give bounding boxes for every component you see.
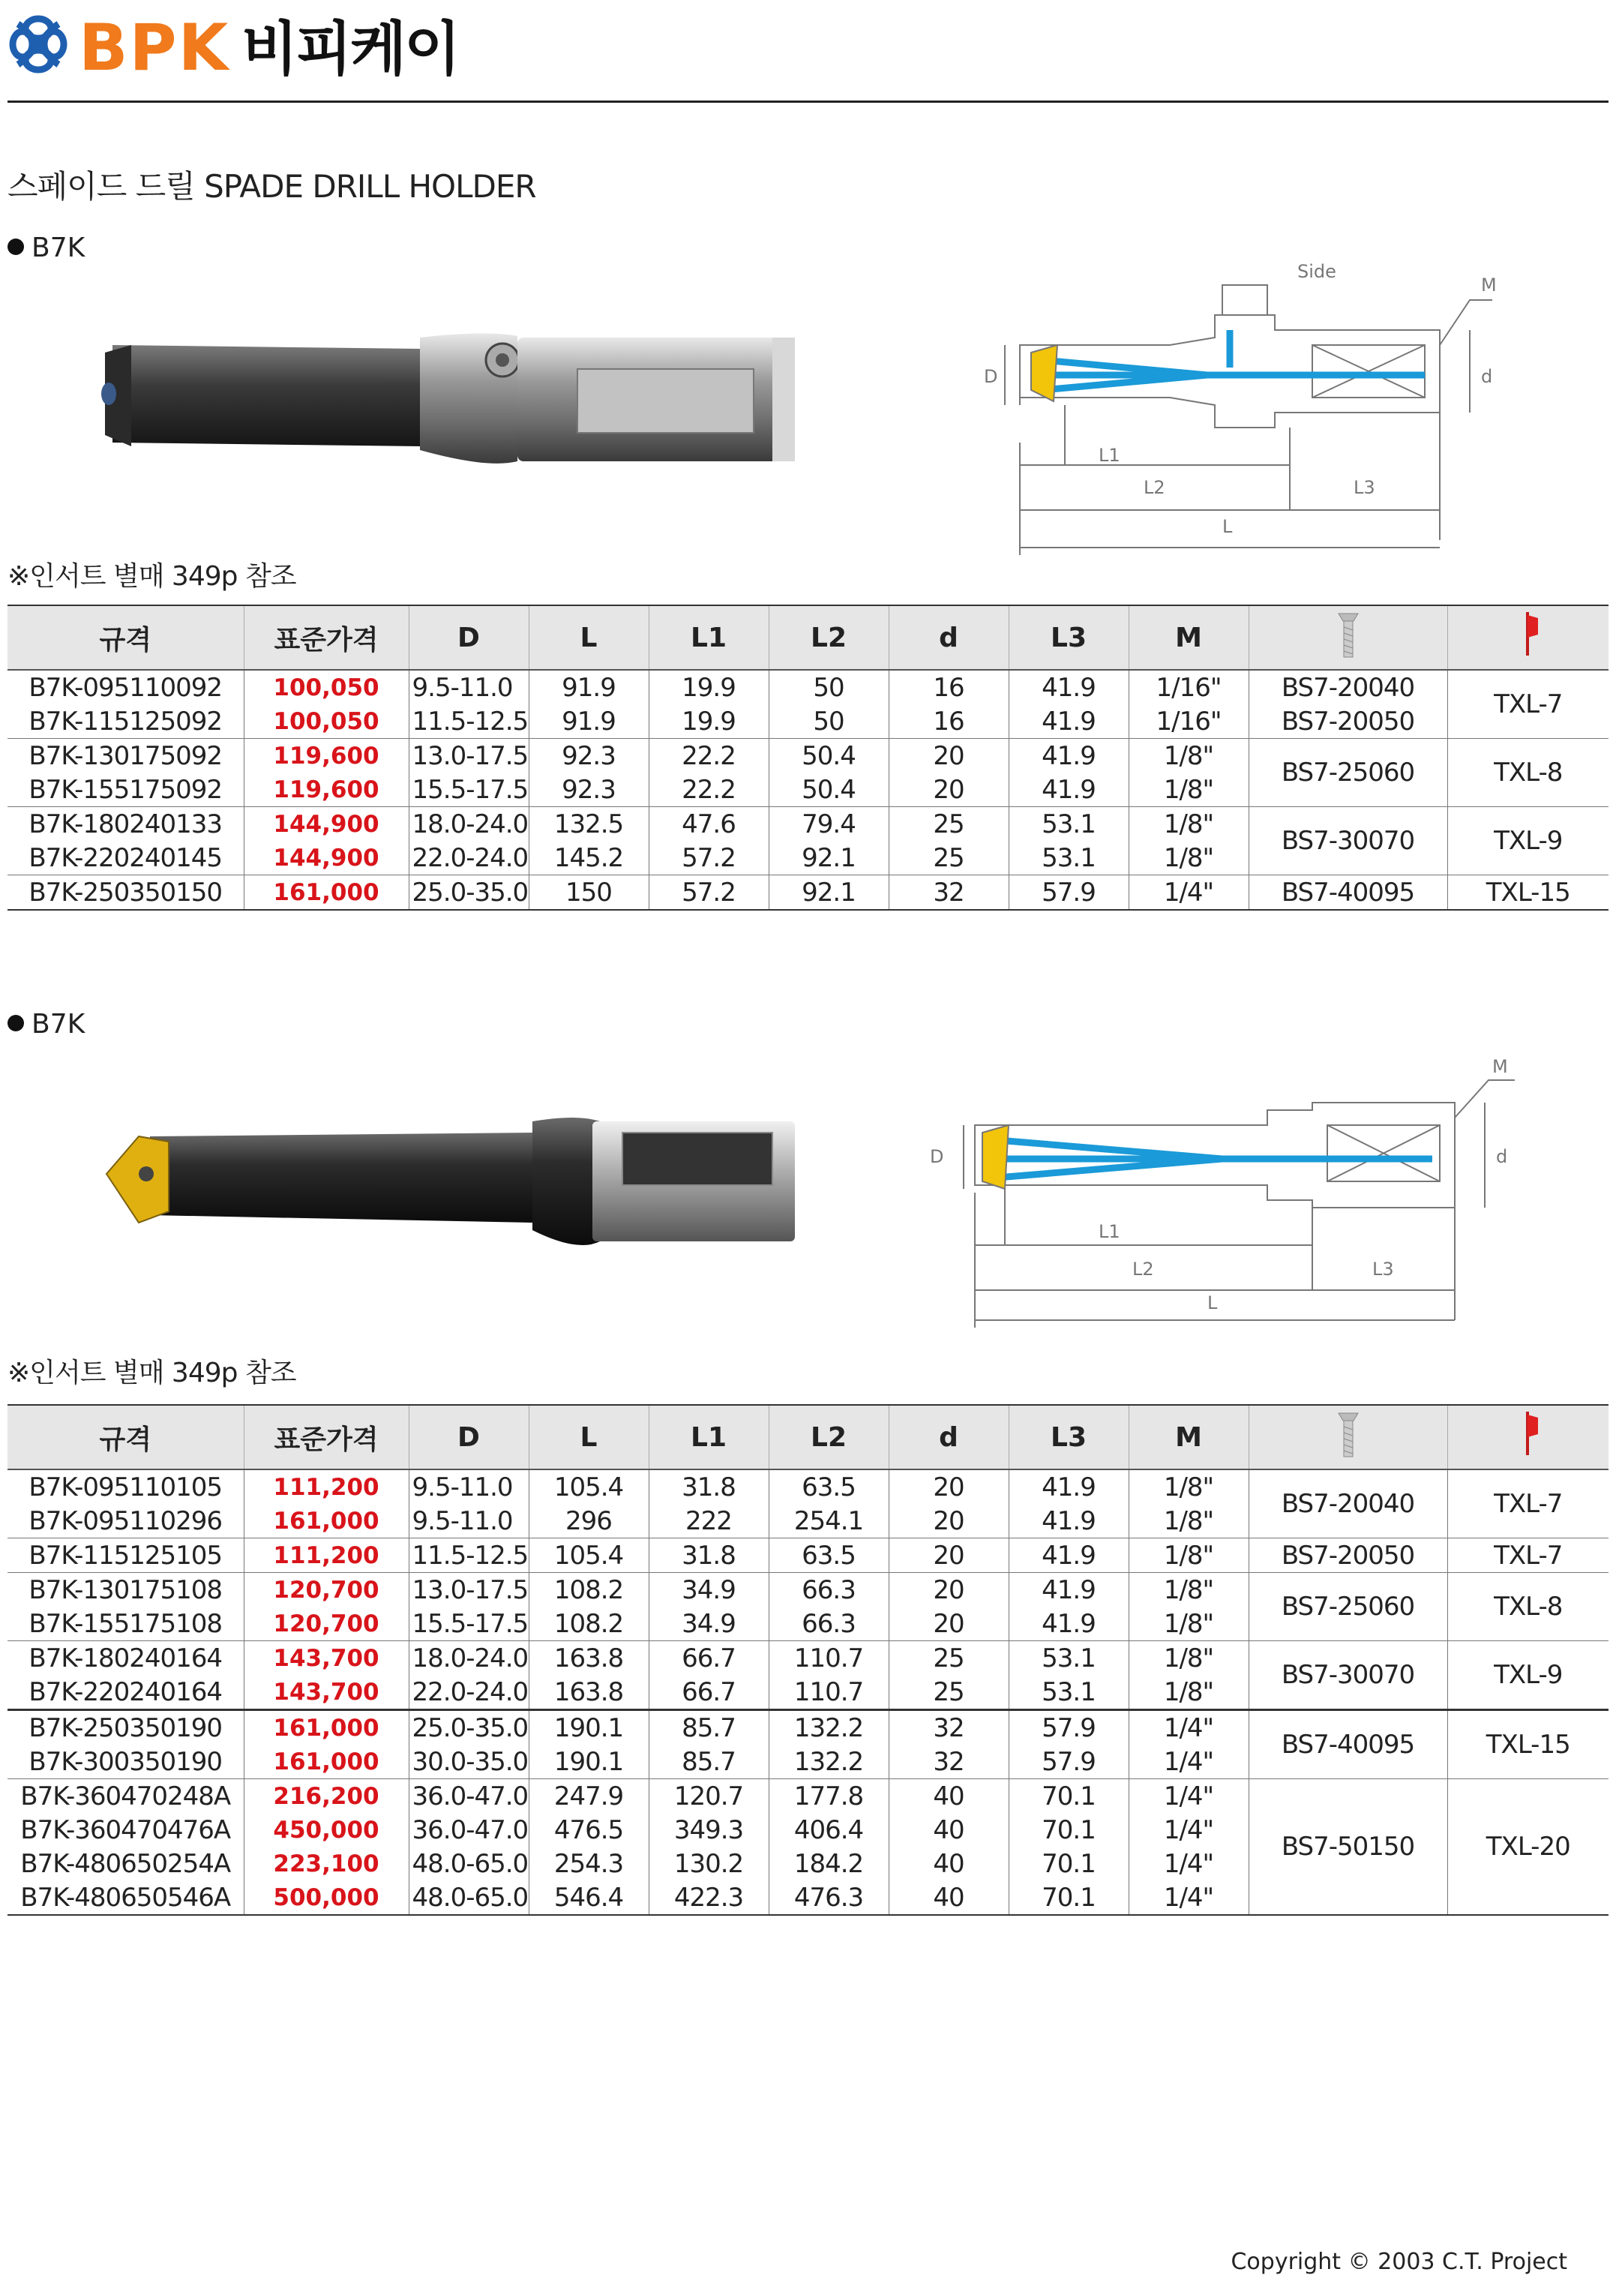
- cell-L: 108.2: [529, 1573, 649, 1607]
- section-name: B7K: [31, 1009, 85, 1040]
- cell-M: 1/8": [1129, 1538, 1249, 1573]
- cell-D: 30.0-35.0: [409, 1745, 529, 1779]
- table-row: [7, 704, 1609, 739]
- table-row: [7, 807, 1609, 842]
- cell-D: 48.0-65.0: [409, 1847, 529, 1880]
- cell-M: 1/4": [1129, 1847, 1249, 1880]
- cell-wrench: TXL-8: [1447, 739, 1609, 807]
- cell-L2: 476.3: [769, 1880, 889, 1915]
- cell-price: 119,600: [244, 773, 409, 807]
- col-header: L1: [649, 1405, 769, 1469]
- cell-d: 20: [889, 1573, 1009, 1607]
- diagram-label-side: Side: [1297, 261, 1336, 282]
- cell-wrench: TXL-7: [1447, 1538, 1609, 1573]
- cell-d: 32: [889, 875, 1009, 911]
- cell-L: 132.5: [529, 807, 649, 842]
- cell-screw: BS7-20050: [1249, 1538, 1447, 1573]
- cell-code: B7K-115125105: [7, 1538, 244, 1573]
- screw-icon: [1337, 1410, 1360, 1458]
- cell-d: 40: [889, 1880, 1009, 1915]
- cell-wrench: TXL-7: [1447, 670, 1609, 739]
- cell-code: B7K-360470248A: [7, 1779, 244, 1814]
- cell-code: B7K-220240145: [7, 841, 244, 875]
- col-header: L3: [1009, 1405, 1129, 1469]
- cell-L: 296: [529, 1504, 649, 1538]
- cell-L1: 47.6: [649, 807, 769, 842]
- table-row: [7, 1573, 1609, 1607]
- table-row: [7, 1779, 1609, 1814]
- cell-L2: 79.4: [769, 807, 889, 842]
- cell-screw: BS7-30070: [1249, 807, 1447, 875]
- cell-D: 13.0-17.5: [409, 1573, 529, 1607]
- cell-code: B7K-130175108: [7, 1573, 244, 1607]
- cell-L1: 422.3: [649, 1880, 769, 1915]
- col-header-screw: [1249, 605, 1447, 670]
- col-header: D: [409, 1405, 529, 1469]
- cell-code: B7K-095110296: [7, 1504, 244, 1538]
- cell-code: B7K-300350190: [7, 1745, 244, 1779]
- insert-note: ※인서트 별매 349p 참조: [7, 1358, 296, 1388]
- bullet-icon: [7, 1015, 24, 1031]
- cell-d: 20: [889, 1538, 1009, 1573]
- table-row: [7, 670, 1609, 704]
- diagram-label-m: M: [1492, 1058, 1508, 1077]
- cell-code: B7K-130175092: [7, 739, 244, 773]
- cell-wrench: TXL-15: [1447, 1710, 1609, 1779]
- col-header-wrench: [1447, 605, 1609, 670]
- dimension-diagram: [922, 1058, 1537, 1335]
- cell-L: 546.4: [529, 1880, 649, 1915]
- cell-L: 254.3: [529, 1847, 649, 1880]
- cell-M: 1/8": [1129, 807, 1249, 842]
- col-header: L2: [769, 605, 889, 670]
- cell-D: 15.5-17.5: [409, 773, 529, 807]
- cell-L: 476.5: [529, 1813, 649, 1847]
- diagram-label-l1: L1: [1099, 1221, 1120, 1242]
- cell-L3: 41.9: [1009, 1607, 1129, 1641]
- cell-M: 1/8": [1129, 841, 1249, 875]
- cell-D: 25.0-35.0: [409, 1710, 529, 1745]
- cell-L2: 50: [769, 704, 889, 739]
- cell-D: 18.0-24.0: [409, 807, 529, 842]
- diagram-label-m: M: [1481, 275, 1497, 296]
- cell-screw: BS7-20040: [1249, 670, 1447, 704]
- cell-L: 145.2: [529, 841, 649, 875]
- cell-L1: 349.3: [649, 1813, 769, 1847]
- cell-L1: 222: [649, 1504, 769, 1538]
- screw-icon: [1337, 611, 1360, 659]
- cell-L3: 70.1: [1009, 1880, 1129, 1915]
- cell-price: 143,700: [244, 1641, 409, 1676]
- cell-L3: 57.9: [1009, 875, 1129, 911]
- insert-note: ※인서트 별매 349p 참조: [7, 561, 296, 592]
- col-header: 규격: [7, 1405, 244, 1469]
- cell-L3: 41.9: [1009, 1573, 1129, 1607]
- cell-L2: 66.3: [769, 1607, 889, 1641]
- cell-L: 163.8: [529, 1675, 649, 1710]
- cell-price: 161,000: [244, 1710, 409, 1745]
- cell-L1: 34.9: [649, 1607, 769, 1641]
- cell-L1: 85.7: [649, 1710, 769, 1745]
- col-header: d: [889, 605, 1009, 670]
- cell-L: 108.2: [529, 1607, 649, 1641]
- cell-D: 9.5-11.0: [409, 1469, 529, 1504]
- cell-L1: 66.7: [649, 1675, 769, 1710]
- diagram-label-l1: L1: [1099, 445, 1120, 466]
- cell-D: 36.0-47.0: [409, 1813, 529, 1847]
- cell-L2: 254.1: [769, 1504, 889, 1538]
- cell-wrench: TXL-15: [1447, 875, 1609, 911]
- table-header-row: [7, 605, 1609, 670]
- cell-d: 40: [889, 1779, 1009, 1814]
- cell-code: B7K-180240133: [7, 807, 244, 842]
- page-title: 스페이드 드릴 SPADE DRILL HOLDER: [7, 168, 536, 205]
- cell-L3: 53.1: [1009, 807, 1129, 842]
- cell-code: B7K-155175092: [7, 773, 244, 807]
- cell-L1: 57.2: [649, 875, 769, 911]
- cell-M: 1/8": [1129, 1573, 1249, 1607]
- cell-D: 13.0-17.5: [409, 739, 529, 773]
- cell-D: 9.5-11.0: [409, 670, 529, 704]
- cell-code: B7K-095110105: [7, 1469, 244, 1504]
- cell-d: 32: [889, 1745, 1009, 1779]
- product-photo: [97, 1110, 810, 1260]
- cell-L2: 50: [769, 670, 889, 704]
- table-row: [7, 1538, 1609, 1573]
- cell-L1: 34.9: [649, 1573, 769, 1607]
- cell-L: 190.1: [529, 1745, 649, 1779]
- cell-price: 111,200: [244, 1538, 409, 1573]
- cell-d: 20: [889, 773, 1009, 807]
- col-header: M: [1129, 1405, 1249, 1469]
- table-row: [7, 739, 1609, 773]
- cell-D: 25.0-35.0: [409, 875, 529, 911]
- cell-L3: 41.9: [1009, 704, 1129, 739]
- cell-price: 144,900: [244, 807, 409, 842]
- cell-code: B7K-250350150: [7, 875, 244, 911]
- cell-L2: 132.2: [769, 1710, 889, 1745]
- section-title: [7, 233, 85, 263]
- cell-L2: 406.4: [769, 1813, 889, 1847]
- cell-L3: 57.9: [1009, 1745, 1129, 1779]
- cell-L3: 70.1: [1009, 1847, 1129, 1880]
- cell-L: 91.9: [529, 670, 649, 704]
- cell-d: 25: [889, 807, 1009, 842]
- cell-price: 100,050: [244, 704, 409, 739]
- cell-code: B7K-180240164: [7, 1641, 244, 1676]
- cell-M: 1/4": [1129, 1745, 1249, 1779]
- cell-price: 223,100: [244, 1847, 409, 1880]
- cell-L3: 57.9: [1009, 1710, 1129, 1745]
- diagram-label-l2: L2: [1144, 477, 1165, 498]
- cell-price: 119,600: [244, 739, 409, 773]
- table-row: [7, 1641, 1609, 1676]
- cell-L: 150: [529, 875, 649, 911]
- cell-D: 9.5-11.0: [409, 1504, 529, 1538]
- bullet-icon: [7, 239, 24, 255]
- cell-L2: 63.5: [769, 1469, 889, 1504]
- diagram-label-l3: L3: [1372, 1259, 1394, 1280]
- col-header: M: [1129, 605, 1249, 670]
- cell-L2: 63.5: [769, 1538, 889, 1573]
- cell-price: 161,000: [244, 875, 409, 911]
- col-header: d: [889, 1405, 1009, 1469]
- cell-d: 25: [889, 1641, 1009, 1676]
- cell-L: 92.3: [529, 739, 649, 773]
- cell-L1: 120.7: [649, 1779, 769, 1814]
- cell-D: 22.0-24.0: [409, 1675, 529, 1710]
- cell-L3: 53.1: [1009, 1641, 1129, 1676]
- cell-L: 105.4: [529, 1538, 649, 1573]
- cell-M: 1/4": [1129, 1813, 1249, 1847]
- diagram-label-d-lower: d: [1481, 366, 1493, 387]
- cell-M: 1/4": [1129, 1880, 1249, 1915]
- cell-d: 16: [889, 704, 1009, 739]
- cell-d: 40: [889, 1813, 1009, 1847]
- cell-price: 161,000: [244, 1504, 409, 1538]
- section-name: B7K: [31, 233, 85, 263]
- cell-D: 11.5-12.5: [409, 1538, 529, 1573]
- cell-screw: BS7-25060: [1249, 739, 1447, 807]
- copyright-footer: Copyright © 2003 C.T. Project: [1231, 2249, 1567, 2275]
- cell-L: 105.4: [529, 1469, 649, 1504]
- wrench-icon: [1517, 612, 1540, 657]
- wrench-icon: [1517, 1412, 1540, 1457]
- diagram-label-d-upper: D: [984, 366, 998, 387]
- table-header-row: [7, 1405, 1609, 1469]
- col-header: L: [529, 1405, 649, 1469]
- cell-screw: BS7-40095: [1249, 875, 1447, 911]
- table-row: [7, 1469, 1609, 1504]
- cell-price: 120,700: [244, 1607, 409, 1641]
- cell-wrench: TXL-7: [1447, 1469, 1609, 1538]
- cell-D: 48.0-65.0: [409, 1880, 529, 1915]
- section-title: [7, 1009, 85, 1040]
- diagram-label-l: L: [1207, 1292, 1218, 1313]
- cell-code: B7K-115125092: [7, 704, 244, 739]
- cell-price: 161,000: [244, 1745, 409, 1779]
- cell-L3: 41.9: [1009, 773, 1129, 807]
- col-header: L: [529, 605, 649, 670]
- cell-L: 247.9: [529, 1779, 649, 1814]
- cell-M: 1/16": [1129, 670, 1249, 704]
- cell-M: 1/8": [1129, 739, 1249, 773]
- cell-screw: BS7-50150: [1249, 1779, 1447, 1916]
- col-header: 규격: [7, 605, 244, 670]
- cell-code: B7K-250350190: [7, 1710, 244, 1745]
- diagram-label-l: L: [1222, 516, 1233, 537]
- cell-L1: 19.9: [649, 704, 769, 739]
- cell-L3: 70.1: [1009, 1813, 1129, 1847]
- cell-d: 20: [889, 1607, 1009, 1641]
- table-row: [7, 875, 1609, 911]
- header-divider: [7, 101, 1609, 103]
- cell-price: 144,900: [244, 841, 409, 875]
- cell-screw: BS7-25060: [1249, 1573, 1447, 1641]
- cell-M: 1/8": [1129, 1469, 1249, 1504]
- cell-d: 20: [889, 1504, 1009, 1538]
- cell-L3: 70.1: [1009, 1779, 1129, 1814]
- cell-M: 1/4": [1129, 1710, 1249, 1745]
- diagram-label-d-upper: D: [930, 1146, 944, 1167]
- cell-M: 1/16": [1129, 704, 1249, 739]
- cell-d: 25: [889, 841, 1009, 875]
- cell-M: 1/4": [1129, 875, 1249, 911]
- cell-D: 15.5-17.5: [409, 1607, 529, 1641]
- cell-L2: 184.2: [769, 1847, 889, 1880]
- cell-screw: BS7-30070: [1249, 1641, 1447, 1710]
- cell-screw: BS7-40095: [1249, 1710, 1447, 1779]
- cell-L1: 31.8: [649, 1538, 769, 1573]
- cell-screw: BS7-20040: [1249, 1469, 1447, 1538]
- cell-price: 450,000: [244, 1813, 409, 1847]
- col-header: D: [409, 605, 529, 670]
- cell-L1: 19.9: [649, 670, 769, 704]
- cell-L3: 41.9: [1009, 1504, 1129, 1538]
- cell-d: 32: [889, 1710, 1009, 1745]
- cell-L: 91.9: [529, 704, 649, 739]
- cell-D: 22.0-24.0: [409, 841, 529, 875]
- cell-M: 1/8": [1129, 773, 1249, 807]
- cell-L1: 22.2: [649, 739, 769, 773]
- cell-d: 25: [889, 1675, 1009, 1710]
- cell-L: 190.1: [529, 1710, 649, 1745]
- cell-wrench: TXL-9: [1447, 1641, 1609, 1710]
- cell-d: 16: [889, 670, 1009, 704]
- dimension-diagram: [960, 255, 1530, 555]
- cell-L3: 53.1: [1009, 1675, 1129, 1710]
- cell-L1: 66.7: [649, 1641, 769, 1676]
- cell-L1: 31.8: [649, 1469, 769, 1504]
- cell-L2: 66.3: [769, 1573, 889, 1607]
- brand-name-ko: 비피케이: [241, 16, 459, 83]
- cell-code: B7K-155175108: [7, 1607, 244, 1641]
- cell-L2: 50.4: [769, 739, 889, 773]
- col-header-screw: [1249, 1405, 1447, 1469]
- cell-code: B7K-360470476A: [7, 1813, 244, 1847]
- cell-L1: 57.2: [649, 841, 769, 875]
- diagram-label-l3: L3: [1354, 477, 1375, 498]
- cell-code: B7K-095110092: [7, 670, 244, 704]
- cell-L2: 92.1: [769, 875, 889, 911]
- cell-L3: 41.9: [1009, 670, 1129, 704]
- cell-price: 216,200: [244, 1779, 409, 1814]
- cell-L2: 110.7: [769, 1641, 889, 1676]
- cell-price: 120,700: [244, 1573, 409, 1607]
- brand-name-en: BPK: [79, 11, 230, 86]
- cell-L2: 110.7: [769, 1675, 889, 1710]
- cell-L1: 85.7: [649, 1745, 769, 1779]
- cell-d: 40: [889, 1847, 1009, 1880]
- cell-price: 500,000: [244, 1880, 409, 1915]
- cell-L3: 41.9: [1009, 1469, 1129, 1504]
- col-header: L1: [649, 605, 769, 670]
- cell-M: 1/8": [1129, 1607, 1249, 1641]
- cell-D: 36.0-47.0: [409, 1779, 529, 1814]
- cell-code: B7K-480650254A: [7, 1847, 244, 1880]
- cell-L2: 92.1: [769, 841, 889, 875]
- diagram-label-d-lower: d: [1496, 1146, 1508, 1167]
- cell-code: B7K-480650546A: [7, 1880, 244, 1915]
- col-header: 표준가격: [244, 605, 409, 670]
- cell-price: 111,200: [244, 1469, 409, 1504]
- product-photo: [97, 315, 810, 480]
- brand-logo-icon: [7, 14, 69, 75]
- cell-M: 1/8": [1129, 1675, 1249, 1710]
- cell-M: 1/8": [1129, 1641, 1249, 1676]
- cell-screw: BS7-20050: [1249, 704, 1447, 739]
- col-header-wrench: [1447, 1405, 1609, 1469]
- cell-L3: 53.1: [1009, 841, 1129, 875]
- cell-price: 100,050: [244, 670, 409, 704]
- spec-table: [7, 1404, 1609, 1916]
- table-row: [7, 1710, 1609, 1745]
- cell-L3: 41.9: [1009, 1538, 1129, 1573]
- col-header: 표준가격: [244, 1405, 409, 1469]
- cell-d: 20: [889, 1469, 1009, 1504]
- cell-L2: 50.4: [769, 773, 889, 807]
- cell-L3: 41.9: [1009, 739, 1129, 773]
- cell-wrench: TXL-9: [1447, 807, 1609, 875]
- cell-L: 92.3: [529, 773, 649, 807]
- cell-L1: 130.2: [649, 1847, 769, 1880]
- diagram-label-l2: L2: [1132, 1259, 1154, 1280]
- cell-D: 11.5-12.5: [409, 704, 529, 739]
- cell-L2: 177.8: [769, 1779, 889, 1814]
- cell-M: 1/4": [1129, 1779, 1249, 1814]
- cell-code: B7K-220240164: [7, 1675, 244, 1710]
- col-header: L2: [769, 1405, 889, 1469]
- col-header: L3: [1009, 605, 1129, 670]
- cell-L2: 132.2: [769, 1745, 889, 1779]
- cell-wrench: TXL-8: [1447, 1573, 1609, 1641]
- cell-L: 163.8: [529, 1641, 649, 1676]
- cell-D: 18.0-24.0: [409, 1641, 529, 1676]
- cell-M: 1/8": [1129, 1504, 1249, 1538]
- cell-wrench: TXL-20: [1447, 1779, 1609, 1916]
- cell-price: 143,700: [244, 1675, 409, 1710]
- cell-d: 20: [889, 739, 1009, 773]
- spec-table: [7, 605, 1609, 911]
- cell-L1: 22.2: [649, 773, 769, 807]
